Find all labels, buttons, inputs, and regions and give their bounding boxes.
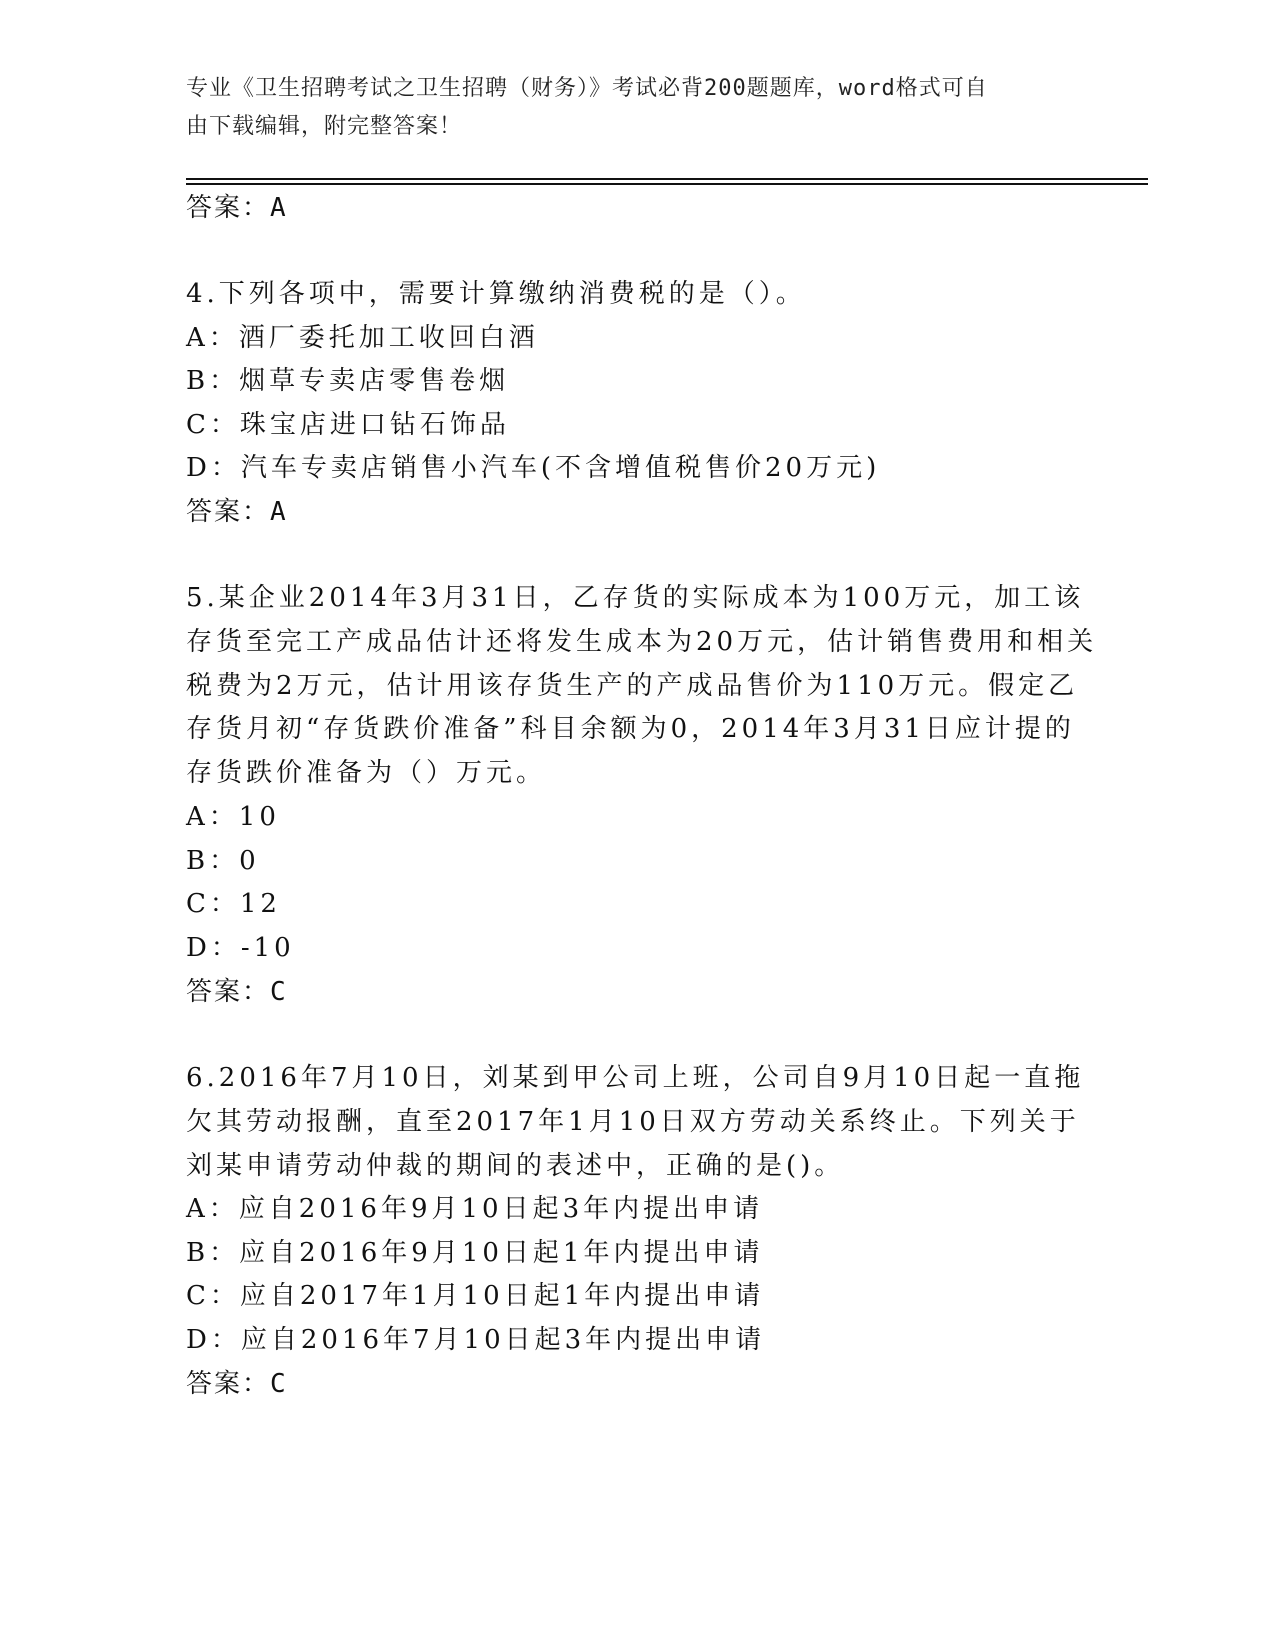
question-6-option-d: D：应自2016年7月10日起3年内提出申请 — [186, 1325, 766, 1355]
question-4-option-b: B：烟草专卖店零售卷烟 — [186, 366, 510, 396]
document-header — [186, 70, 1066, 146]
question-5-stem-line-3: 税费为2万元，估计用该存货生产的产成品售价为110万元。假定乙 — [186, 671, 1079, 701]
question-6-option-a: A：应自2016年9月10日起3年内提出申请 — [186, 1194, 764, 1224]
question-4-stem: 4.下列各项中，需要计算缴纳消费税的是（）。 — [186, 279, 806, 309]
header-line-2: 由下载编辑，附完整答案！ — [186, 114, 463, 139]
question-5-stem-line-4: 存货月初“存货跌价准备”科目余额为0，2014年3月31日应计提的 — [186, 714, 1075, 744]
question-5-option-c: C：12 — [186, 889, 281, 919]
question-5-answer: 答案：C — [186, 977, 288, 1007]
question-6-answer: 答案：C — [186, 1369, 288, 1399]
question-4-option-d: D：汽车专卖店销售小汽车(不含增值税售价20万元) — [186, 453, 881, 483]
question-6-stem-line-3: 刘某申请劳动仲裁的期间的表述中，正确的是()。 — [186, 1151, 845, 1181]
question-5-stem-line-2: 存货至完工产成品估计还将发生成本为20万元，估计销售费用和相关 — [186, 627, 1098, 657]
question-5-option-d: D：-10 — [186, 933, 295, 963]
question-5-stem-line-1: 5.某企业2014年3月31日，乙存货的实际成本为100万元，加工该 — [186, 583, 1085, 613]
question-6-option-b: B：应自2016年9月10日起1年内提出申请 — [186, 1238, 764, 1268]
question-4-answer: 答案：A — [186, 497, 288, 527]
question-4-option-c: C：珠宝店进口钻石饰品 — [186, 410, 510, 440]
question-4-option-a: A：酒厂委托加工收回白酒 — [186, 323, 539, 353]
question-5-stem-line-5: 存货跌价准备为（）万元。 — [186, 758, 547, 788]
question-6-option-c: C：应自2017年1月10日起1年内提出申请 — [186, 1281, 765, 1311]
question-5-option-b: B：0 — [186, 846, 260, 876]
header-divider-bottom — [186, 183, 1148, 185]
previous-answer: 答案：A — [186, 193, 288, 223]
question-6-stem-line-1: 6.2016年7月10日，刘某到甲公司上班，公司自9月10日起一直拖 — [186, 1063, 1085, 1093]
question-6-stem-line-2: 欠其劳动报酬，直至2017年1月10日双方劳动关系终止。下列关于 — [186, 1107, 1080, 1137]
question-5-option-a: A：10 — [186, 802, 280, 832]
header-divider-top — [186, 178, 1148, 180]
header-line-1: 专业《卫生招聘考试之卫生招聘（财务）》考试必背200题题库，word格式可自 — [186, 76, 988, 101]
